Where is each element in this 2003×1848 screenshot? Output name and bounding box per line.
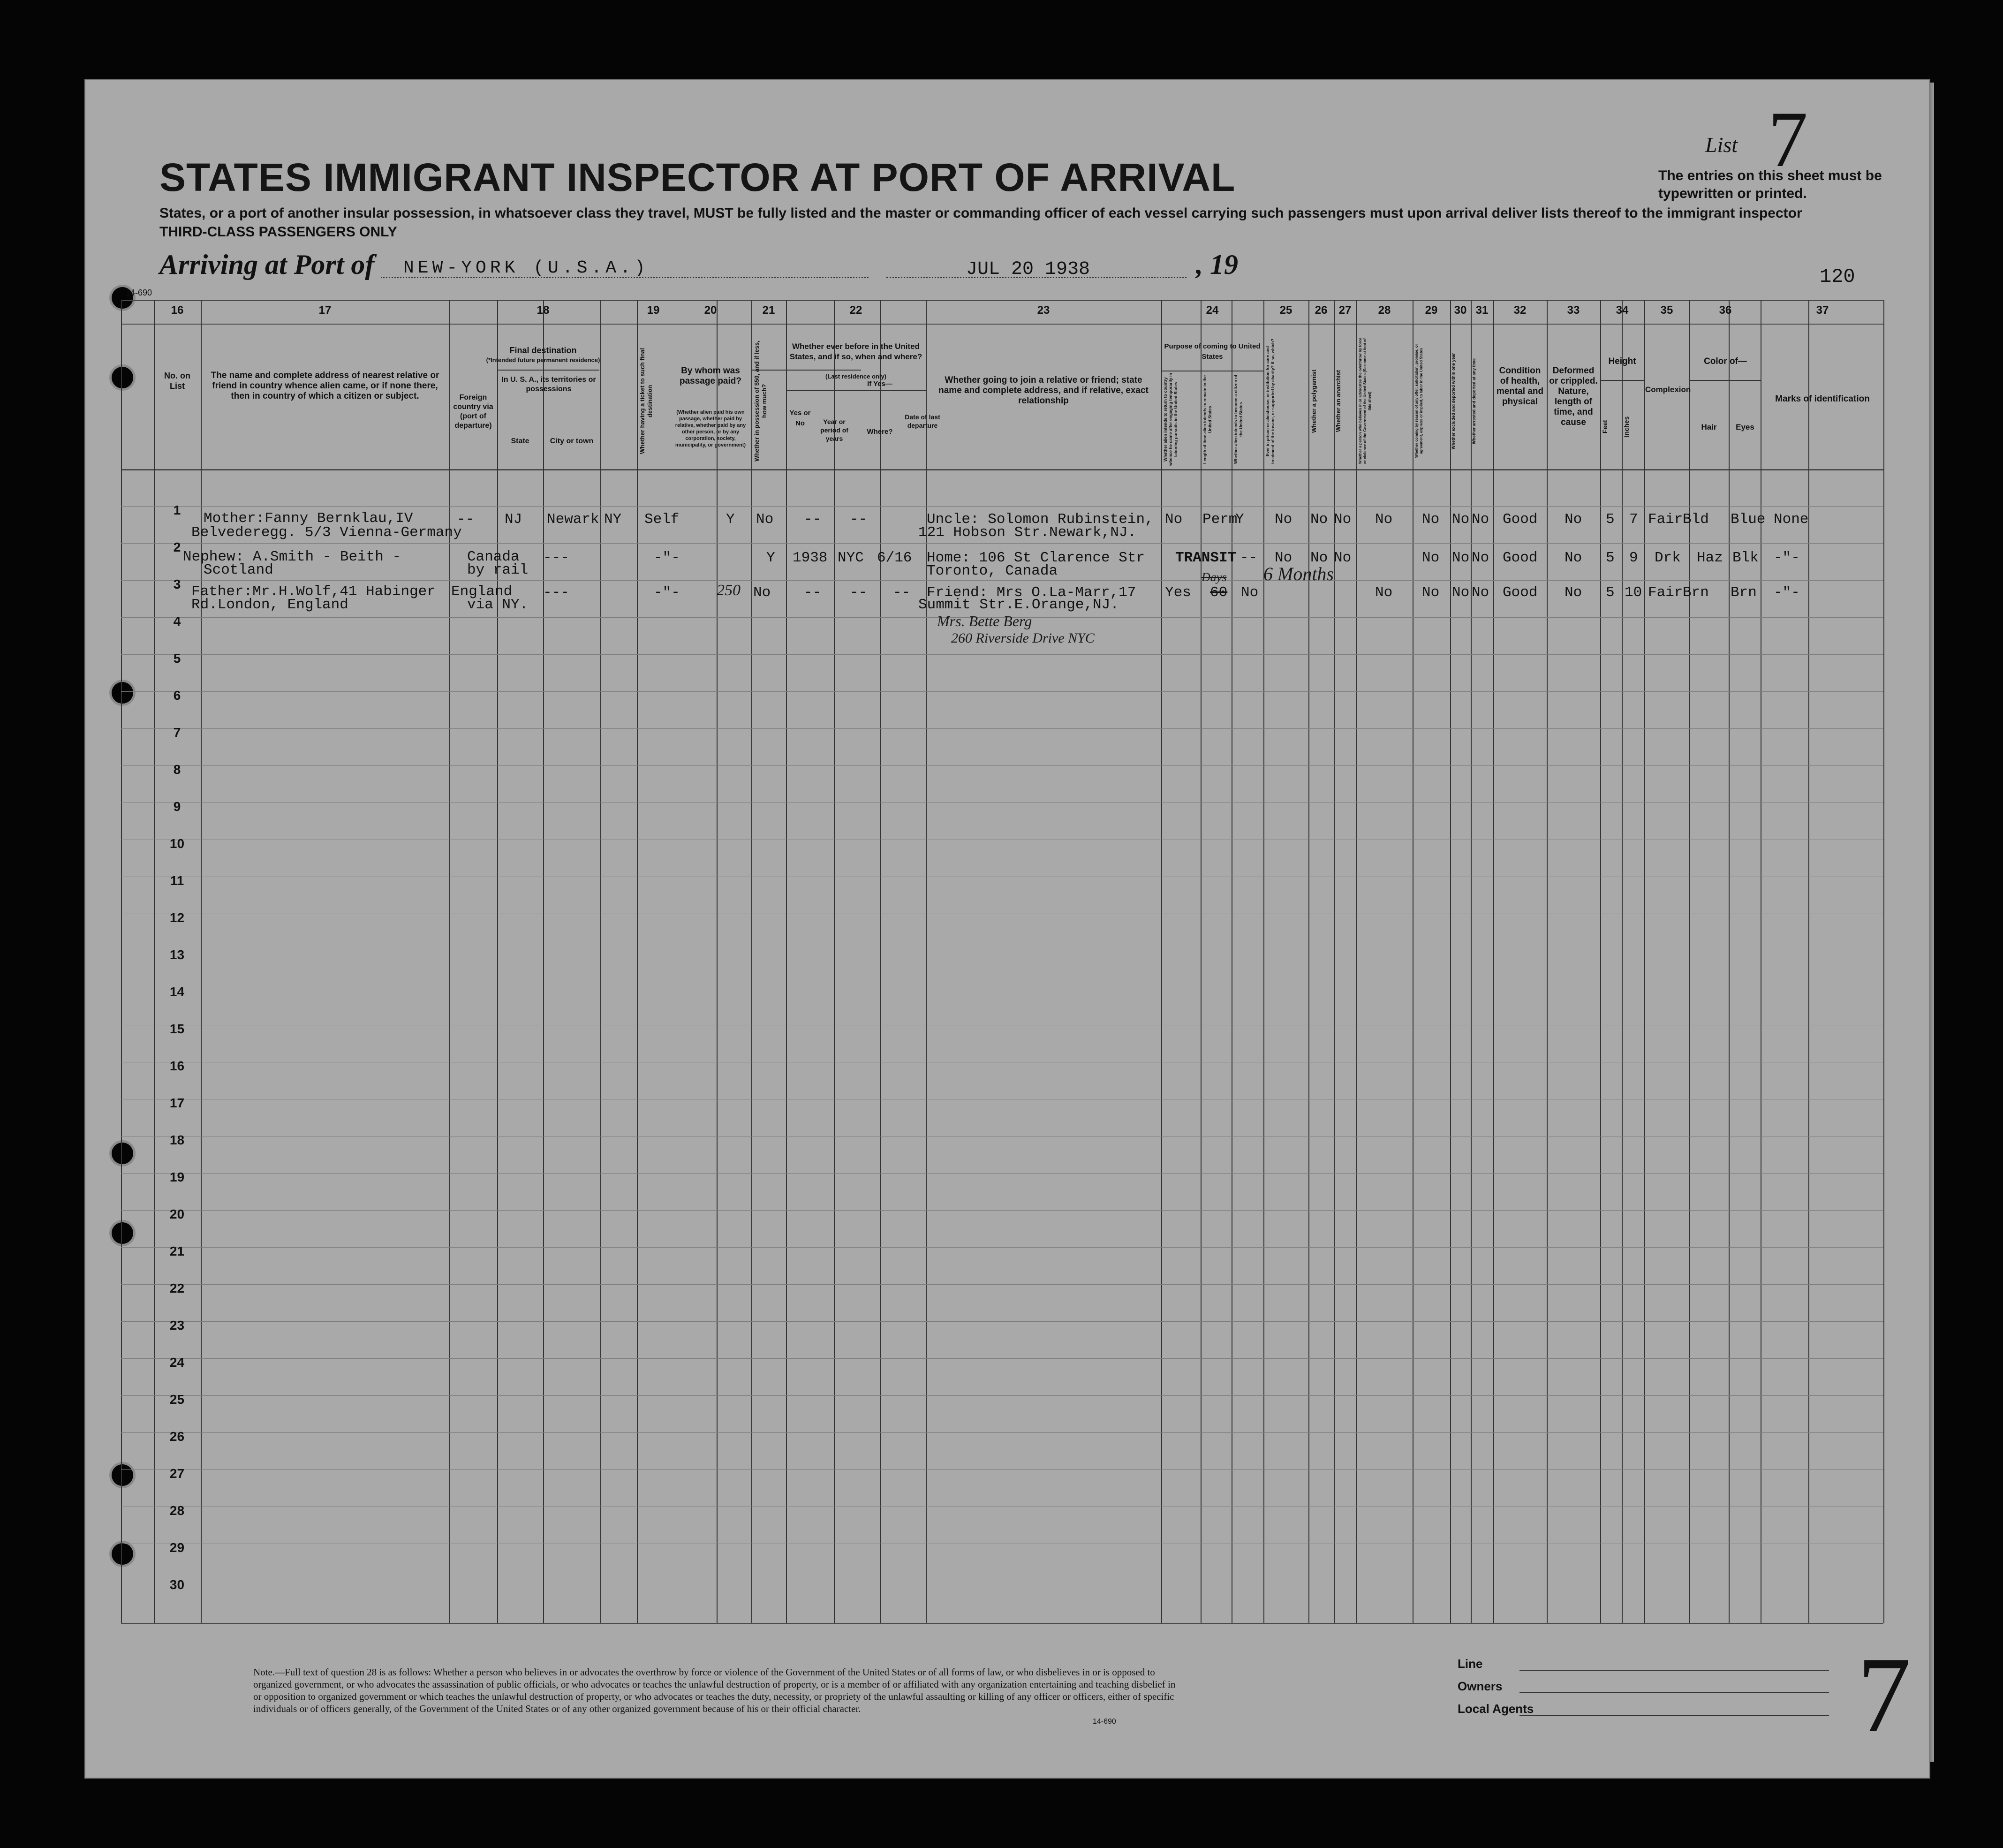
entry-purpose-return: Yes: [1165, 584, 1191, 601]
column-number: 21: [762, 304, 775, 317]
subtitle-class: THIRD-CLASS PASSENGERS ONLY: [159, 224, 397, 240]
header-passage-paid-note: (Whether alien paid his own passage, whether paid by relative, whether paid by any other person, or by any corporation, society, municipality, or government): [675, 409, 746, 448]
header-marks: Marks of identification: [1775, 394, 1870, 404]
entry-complexion: Fair: [1648, 511, 1683, 528]
entry-deformed: No: [1565, 584, 1582, 601]
header-ever-before: Whether ever before in the United States, and if so, when and where?: [789, 342, 922, 361]
row-number: 9: [173, 799, 181, 814]
entry-c25: No: [1275, 550, 1293, 566]
entry-hair: Bld: [1683, 511, 1709, 528]
entry-where: NYC: [838, 550, 864, 566]
header-eyes: Eyes: [1736, 423, 1754, 432]
entry-relative: Nephew: A.Smith - Beith -: [183, 549, 401, 565]
entry-purpose: TRANSIT: [1175, 550, 1237, 566]
footer-owners-label: Owners: [1458, 1679, 1503, 1693]
entry-joining: Uncle: Solomon Rubinstein,: [927, 511, 1154, 528]
subtitle-regulation: States, or a port of another insular possession, in whatsoever class they travel, MUST be fully listed and the master or commanding officer of each vessel carrying such passengers must upon arrival deliver lists thereof to the immigrant inspector: [159, 205, 1802, 221]
footer-agents-rule: [1519, 1715, 1829, 1716]
header-where: Where?: [867, 428, 893, 436]
row-number: 24: [169, 1355, 185, 1370]
entry-c30: No: [1452, 584, 1470, 601]
header-joining: Whether going to join a relative or friend; state name and complete address, and if relative, exact relationship: [938, 375, 1149, 406]
row-number: 15: [169, 1022, 185, 1036]
entry-purpose-length: 60: [1210, 584, 1228, 601]
manifest-table: [121, 300, 1883, 1623]
row-number: 21: [169, 1244, 185, 1258]
row-number: 22: [169, 1281, 185, 1295]
header-prison: Ever in prison or almshouse, or institution for care and treatment of the insane, or supported by charity? If so, which?: [1265, 338, 1275, 464]
entry-relative-address: Rd.London, England: [191, 597, 348, 613]
entry-relative: Mother:Fanny Bernklau,IV: [204, 510, 413, 527]
header-in-usa: In U. S. A., its territories or possessions: [501, 376, 596, 393]
entry-year: --: [804, 584, 822, 601]
header-if-yes: If Yes—: [867, 380, 892, 388]
entry-inches: 9: [1629, 550, 1638, 566]
header-hair: Hair: [1701, 423, 1717, 432]
header-feet: Feet: [1601, 420, 1609, 434]
year-prefix: , 19: [1196, 249, 1238, 280]
row-number: 25: [169, 1392, 185, 1407]
row-number: 13: [169, 947, 185, 962]
row-number: 18: [169, 1133, 185, 1147]
header-last-departure: Date of last departure: [905, 413, 940, 429]
entry-purpose-return: No: [1165, 511, 1183, 528]
entry-health: Good: [1503, 584, 1538, 601]
entry-feet: 5: [1606, 511, 1615, 528]
row-number: 12: [169, 910, 185, 925]
row-number: 30: [169, 1577, 185, 1592]
row-number: 3: [173, 577, 181, 591]
entry-purpose-citizen: No: [1241, 584, 1259, 601]
entry-where: --: [850, 511, 868, 528]
header-final-destination: Final destination: [509, 346, 577, 355]
entry-purpose-citizen: --: [1240, 550, 1258, 566]
header-foreign-country: Foreign country via (port of departure): [453, 394, 493, 430]
entry-relative-address: Scotland: [204, 562, 273, 578]
entry-marks: -"-: [1774, 550, 1800, 566]
entry-foreign: Canada: [467, 549, 520, 565]
header-deformed: Deformed or crippled. Nature, length of time, and cause: [1549, 366, 1598, 427]
entry-feet: 5: [1606, 550, 1615, 566]
column-number: 36: [1719, 304, 1732, 317]
entry-hair: Haz: [1697, 550, 1723, 566]
header-ticket: Whether having a ticket to such final destination: [639, 348, 653, 454]
header-yes-no: Yes or No: [789, 409, 811, 427]
row-number: 1: [173, 503, 181, 517]
table-top-line: [121, 300, 1883, 301]
column-number: 22: [849, 304, 862, 317]
handwritten-address-street: 260 Riverside Drive NYC: [951, 630, 1095, 646]
entry-paid-by: Self: [644, 511, 680, 528]
list-number-bottom: 7: [1857, 1635, 1911, 1754]
entry-year: --: [804, 511, 822, 528]
row-number: 26: [169, 1429, 185, 1444]
entry-c26: No: [1310, 550, 1328, 566]
port-value: NEW-YORK (U.S.A.): [403, 258, 649, 278]
header-purpose-length: Length of time alien intends to remain in the United States: [1202, 375, 1212, 464]
entry-where: --: [850, 584, 868, 601]
entry-before: Y: [766, 550, 775, 566]
entry-fifty: 250: [717, 582, 741, 599]
row-number: 5: [173, 651, 181, 666]
header-arrested: Whether arrested and deported at any time: [1472, 358, 1476, 444]
entry-foreign-via: by rail: [467, 562, 529, 578]
header-final-destination-note: (*Intended future permanent residence): [486, 356, 600, 364]
row-number: 16: [169, 1059, 185, 1073]
row-number: 8: [173, 762, 181, 777]
header-passage-paid: By whom was passage paid?: [680, 366, 741, 386]
entry-inches: 7: [1629, 511, 1638, 528]
handwritten-months: 6 Months: [1263, 563, 1334, 584]
entry-marks: None: [1774, 511, 1809, 528]
column-number: 34: [1616, 304, 1629, 317]
entry-deformed: No: [1565, 550, 1582, 566]
entry-joining-address: Summit Str.E.Orange,NJ.: [918, 597, 1119, 613]
header-year-period: Year or period of years: [820, 418, 848, 442]
column-number: 16: [171, 304, 184, 317]
column-number: 26: [1315, 304, 1328, 317]
entry-c29: No: [1422, 550, 1440, 566]
header-city: City or town: [550, 437, 594, 445]
footer-agents-label: Local Agents: [1458, 1702, 1534, 1716]
handwritten-address-name: Mrs. Bette Berg: [937, 613, 1032, 629]
header-labor-offer: Whether coming by reason of any offer, solicitation, promise, or agreement, express or implied, to labor in the United States: [1414, 344, 1423, 458]
entry-joining: Home: 106 St Clarence Str: [927, 550, 1145, 566]
entry-date: --: [893, 584, 911, 601]
footer-owners-rule: [1519, 1692, 1829, 1693]
row-number: 23: [169, 1318, 185, 1333]
column-number: 30: [1454, 304, 1467, 317]
arriving-label: Arriving at Port of: [159, 249, 375, 280]
row-number: 6: [173, 688, 181, 703]
form-code: 14-690: [126, 288, 152, 297]
entry-paid-by: -"-: [654, 550, 680, 566]
typewritten-instructions: The entries on this sheet must be typewritten or printed.: [1658, 168, 1882, 201]
entry-inches: 10: [1625, 584, 1642, 601]
entry-feet: 5: [1606, 584, 1615, 601]
header-purpose-return: Whether alien intends to return to country whence he came after engaging temporarily in laboring pursuits in the United States: [1163, 372, 1178, 466]
entry-complexion: Drk: [1655, 550, 1681, 566]
entry-purpose-citizen: Y: [1235, 511, 1244, 528]
header-overthrow: Whether a person who believes in or advocates the overthrow by force or violence of the Government of the United States (See note at foot of this sheet): [1358, 338, 1372, 464]
entry-relative-address: Belvederegg. 5/3 Vienna-Germany: [191, 524, 462, 541]
entry-eyes: Blue: [1731, 511, 1766, 528]
entry-c30: No: [1452, 511, 1470, 528]
header-state: State: [511, 437, 529, 445]
row-number: 10: [169, 836, 185, 851]
row-number: 14: [169, 985, 185, 999]
entry-c28: No: [1375, 584, 1393, 601]
entry-city: Newark: [547, 511, 599, 528]
column-number: 18: [537, 304, 550, 317]
entry-health: Good: [1503, 511, 1538, 528]
footer-line-label: Line: [1458, 1657, 1483, 1671]
column-number: 17: [318, 304, 332, 317]
row-number: 4: [173, 614, 181, 629]
entry-foreign: England: [451, 583, 513, 600]
footer-line-rule: [1519, 1670, 1829, 1671]
entry-foreign-via: via NY.: [467, 597, 529, 613]
column-number: 20: [704, 304, 717, 317]
header-excluded: Whether excluded and deported within one year: [1451, 353, 1456, 449]
table-bottom-line: [121, 1623, 1883, 1624]
column-number: 32: [1513, 304, 1527, 317]
header-bottom-line: [121, 469, 1883, 470]
entry-c28: No: [1375, 511, 1393, 528]
entry-eyes: Blk: [1732, 550, 1759, 566]
entry-deformed: No: [1565, 511, 1582, 528]
footer-form-code: 14-690: [1093, 1718, 1116, 1726]
column-number-line: [121, 324, 1883, 325]
header-nearest-relative: The name and complete address of nearest relative or friend in country whence alien came, or if none there, then in country of which a citizen or subject.: [211, 371, 439, 401]
header-height: Height: [1608, 356, 1636, 366]
row-number: 7: [173, 725, 181, 740]
list-label: List: [1705, 133, 1738, 157]
date-stamp: JUL 20 1938: [966, 259, 1090, 280]
entry-eyes: Brn: [1731, 584, 1757, 601]
column-number: 31: [1475, 304, 1489, 317]
entry-state: NJ: [505, 511, 522, 528]
header-inches: Inches: [1623, 416, 1630, 438]
header-polygamist: Whether a polygamist: [1310, 369, 1317, 433]
column-number: 23: [1037, 304, 1050, 317]
header-fifty-dollars: Whether in possession of $50, and if less, how much?: [753, 341, 768, 462]
header-color-of: Color of—: [1704, 356, 1747, 366]
header-purpose: Purpose of coming to United States: [1164, 342, 1261, 361]
header-purpose-citizen: Whether alien intends to become a citizen of the United States: [1233, 374, 1243, 464]
entry-year: 1938: [793, 550, 828, 566]
entry-state: ---: [543, 550, 569, 566]
header-anarchist: Whether an anarchist: [1335, 370, 1342, 432]
entry-paid-by: -"-: [654, 584, 680, 601]
header-health: Condition of health, mental and physical: [1496, 366, 1544, 407]
entry-complexion: Fair: [1648, 584, 1683, 601]
column-number: 37: [1816, 304, 1829, 317]
handwritten-days: Days: [1202, 570, 1227, 584]
entry-before: No: [753, 584, 771, 601]
row-number: 27: [169, 1466, 185, 1481]
row-number: 11: [170, 873, 184, 888]
entry-joining: Friend: Mrs O.La-Marr,17: [927, 584, 1136, 601]
header-no-on-list: No. on List: [164, 371, 190, 391]
entry-c27: No: [1334, 550, 1352, 566]
column-number: 27: [1338, 304, 1352, 317]
entry-c31: No: [1472, 584, 1489, 601]
column-number: 25: [1279, 304, 1293, 317]
column-number: 24: [1206, 304, 1219, 317]
column-number: 35: [1660, 304, 1673, 317]
entry-before: No: [756, 511, 774, 528]
entry-joining-address: Toronto, Canada: [927, 563, 1058, 579]
entry-ticket: NY: [604, 511, 622, 528]
entry-fifty: Y: [726, 511, 735, 528]
entry-foreign: --: [457, 511, 475, 528]
entry-marks: -"-: [1774, 584, 1800, 601]
entry-c31: No: [1472, 511, 1489, 528]
row-number: 17: [169, 1096, 185, 1110]
row-number: 19: [169, 1170, 185, 1184]
row-number: 2: [173, 540, 181, 554]
row-number: 29: [169, 1540, 185, 1555]
entry-purpose-length: Perm: [1202, 511, 1238, 528]
footer-note: Note.—Full text of question 28 is as follows: Whether a person who believes in or advocates the overthrow by force or violence of the Government of the United States or of all forms of law, or who disbelieves in or is opposed to organized government, or who advocates the assassination of public officials, or who advocates or teaches the unlawful destruction of property, or is a member of or affiliated with any organization entertaining and teaching disbelief in or opposition to organized government or which teaches the unlawful destruction of property, or who advocates or teaches the duty, necessity, or propriety of the unlawful assaulting or killing of any officer or officers, either of specific individuals or of officers generally, of the Government of the United States or of any other organized government because of his or their official character.: [253, 1666, 1176, 1714]
header-last-residence: (Last residence only): [825, 373, 887, 380]
entry-joining-address: 121 Hobson Str.Newark,NJ.: [918, 524, 1137, 541]
entry-relative: Father:Mr.H.Wolf,41 Habinger: [191, 583, 436, 600]
entry-c26: No: [1310, 511, 1328, 528]
column-number: 28: [1378, 304, 1391, 317]
page-title: STATES IMMIGRANT INSPECTOR AT PORT OF ARRIVAL: [159, 155, 1236, 199]
entry-state: ---: [543, 584, 569, 601]
list-number: 7: [1768, 95, 1808, 183]
header-complexion: Complexion: [1645, 385, 1691, 394]
entry-c27: No: [1334, 511, 1352, 528]
entry-health: Good: [1503, 550, 1538, 566]
row-number: 28: [169, 1503, 185, 1518]
page-code: 120: [1820, 265, 1855, 288]
row-number: 20: [169, 1207, 185, 1221]
column-number: 33: [1567, 304, 1580, 317]
entry-c25: No: [1275, 511, 1293, 528]
column-number: 19: [647, 304, 660, 317]
column-number: 29: [1425, 304, 1438, 317]
entry-c30: No: [1452, 550, 1470, 566]
entry-hair: Brn: [1683, 584, 1709, 601]
entry-date: 6/16: [877, 550, 912, 566]
entry-c29: No: [1422, 584, 1440, 601]
entry-c31: No: [1472, 550, 1489, 566]
entry-c29: No: [1422, 511, 1440, 528]
